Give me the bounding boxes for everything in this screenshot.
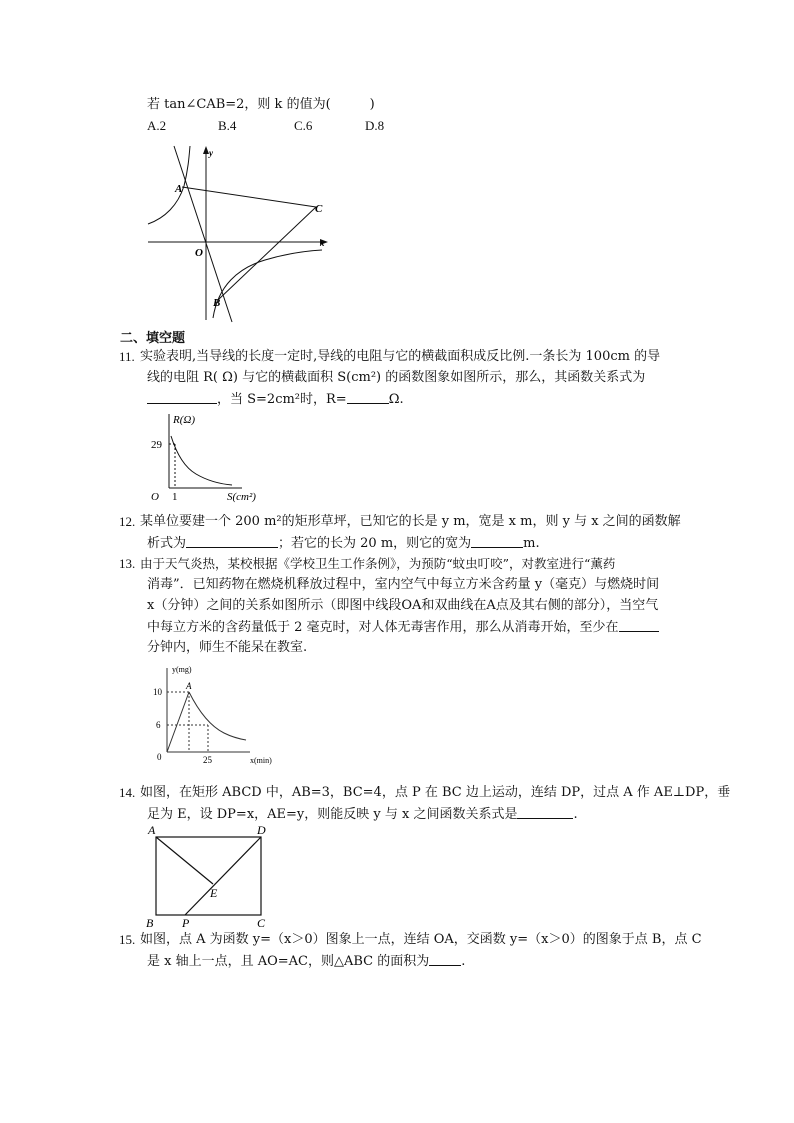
q14-label-a: A: [148, 823, 156, 837]
q15-line2-start: 是 x 轴上一点，且 AO=AC，则△ABC 的面积为: [147, 954, 430, 969]
q14-label-b: B: [146, 916, 154, 930]
q12-line2-end: m.: [523, 536, 540, 551]
q10-label-y: y: [209, 148, 213, 158]
q15-number: 15.: [119, 932, 136, 947]
q14-label-e: E: [210, 886, 218, 900]
q13-xlabel: x(min): [250, 756, 272, 765]
q13-origin: 0: [157, 752, 162, 762]
q10-label-a: A: [175, 183, 183, 195]
q14-segment-ae: [156, 837, 213, 884]
q11-line3-end: Ω.: [388, 392, 404, 407]
q10-label-x: x: [320, 238, 325, 248]
q11-line1: 实验表明,当导线的长度一定时,导线的电阻与它的横截面积成反比例.一条长为 100cm 的导: [140, 349, 661, 364]
q13-line1: 由于天气炎热，某校根据《学校卫生工作条例》，为预防“蚊虫叮咬”，对教室进行“薰药: [140, 556, 616, 571]
q12-line2-start: 析式为: [147, 536, 187, 551]
q10-label-b: B: [213, 297, 221, 309]
q11-line2: 线的电阻 R( Ω) 与它的横截面积 S(cm²) 的函数图象如图所示，那么，其函数关系式为: [147, 370, 646, 385]
q12-line2-mid: ；若它的长为 20 m，则它的宽为: [278, 536, 472, 551]
q13-label-a: A: [186, 681, 192, 691]
q15-line2-end: .: [461, 954, 466, 969]
q10-option-c: C.6: [294, 118, 313, 133]
q11-ytick: 29: [151, 439, 162, 451]
q15-blank[interactable]: [429, 953, 461, 966]
q10-label-o: O: [195, 247, 203, 259]
q13-ytick-10: 10: [153, 687, 162, 697]
q14-label-d: D: [257, 823, 266, 837]
q11-xlabel: S(cm²): [227, 491, 256, 503]
q12-line1: 某单位要建一个 200 m²的矩形草坪，已知它的长是 y m，宽是 x m，则 y 与 x 之间的函数解: [140, 514, 681, 529]
q13-line5: 分钟内，师生不能呆在教室.: [147, 640, 308, 655]
q13-number: 13.: [119, 556, 136, 571]
q13-line2: 消毒”．已知药物在燃烧机释放过程中，室内空气中每立方米含药量 y（毫克）与燃烧时间: [147, 577, 660, 592]
q14-segment-dp: [185, 837, 261, 915]
q11-origin: O: [151, 491, 159, 503]
q13-ylabel: y(mg): [172, 665, 192, 674]
q14-number: 14.: [119, 785, 136, 800]
q13-xtick-25: 25: [203, 755, 212, 765]
q10-option-a: A.2: [147, 118, 167, 133]
q10-stem: 若 tan∠CAB=2，则 k 的值为( ): [147, 97, 375, 112]
q14-line1: 如图，在矩形 ABCD 中，AB=3，BC=4，点 P 在 BC 边上运动，连结 DP，过点 A 作 AE⊥DP，垂: [140, 785, 731, 800]
q13-line4-text: 中每立方米的含药量低于 2 毫克时，对人体无毒害作用，那么从消毒开始，至少在: [147, 620, 619, 635]
q10-option-b: B.4: [218, 118, 237, 133]
q14-rectangle: [156, 837, 261, 915]
q11-number: 11.: [119, 349, 135, 364]
q10-label-c: C: [315, 203, 323, 215]
q12-number: 12.: [119, 514, 136, 529]
q13-ytick-6: 6: [156, 720, 161, 730]
q14-label-p: P: [182, 916, 190, 930]
q14-line2-end: .: [573, 807, 578, 822]
q11-ylabel: R(Ω): [173, 414, 195, 426]
q15-line2: [147, 953, 465, 970]
q14-line2-start: 足为 E，设 DP=x，AE=y，则能反映 y 与 x 之间函数关系式是: [147, 807, 518, 822]
q14-label-c: C: [257, 916, 266, 930]
q11-line3-mid: ，当 S=2cm²时，R=: [217, 392, 347, 407]
section-title: 二、填空题: [120, 331, 186, 346]
q10-option-d: D.8: [365, 118, 385, 133]
q15-line1: 如图，点 A 为函数 y=（x＞0）图象上一点，连结 OA，交函数 y=（x＞0）的图象于点 B，点 C: [140, 932, 702, 947]
q11-xtick: 1: [172, 491, 178, 503]
q13-line3: x（分钟）之间的关系如图所示（即图中线段OA和双曲线在A点及其右侧的部分），当空气: [147, 598, 659, 613]
